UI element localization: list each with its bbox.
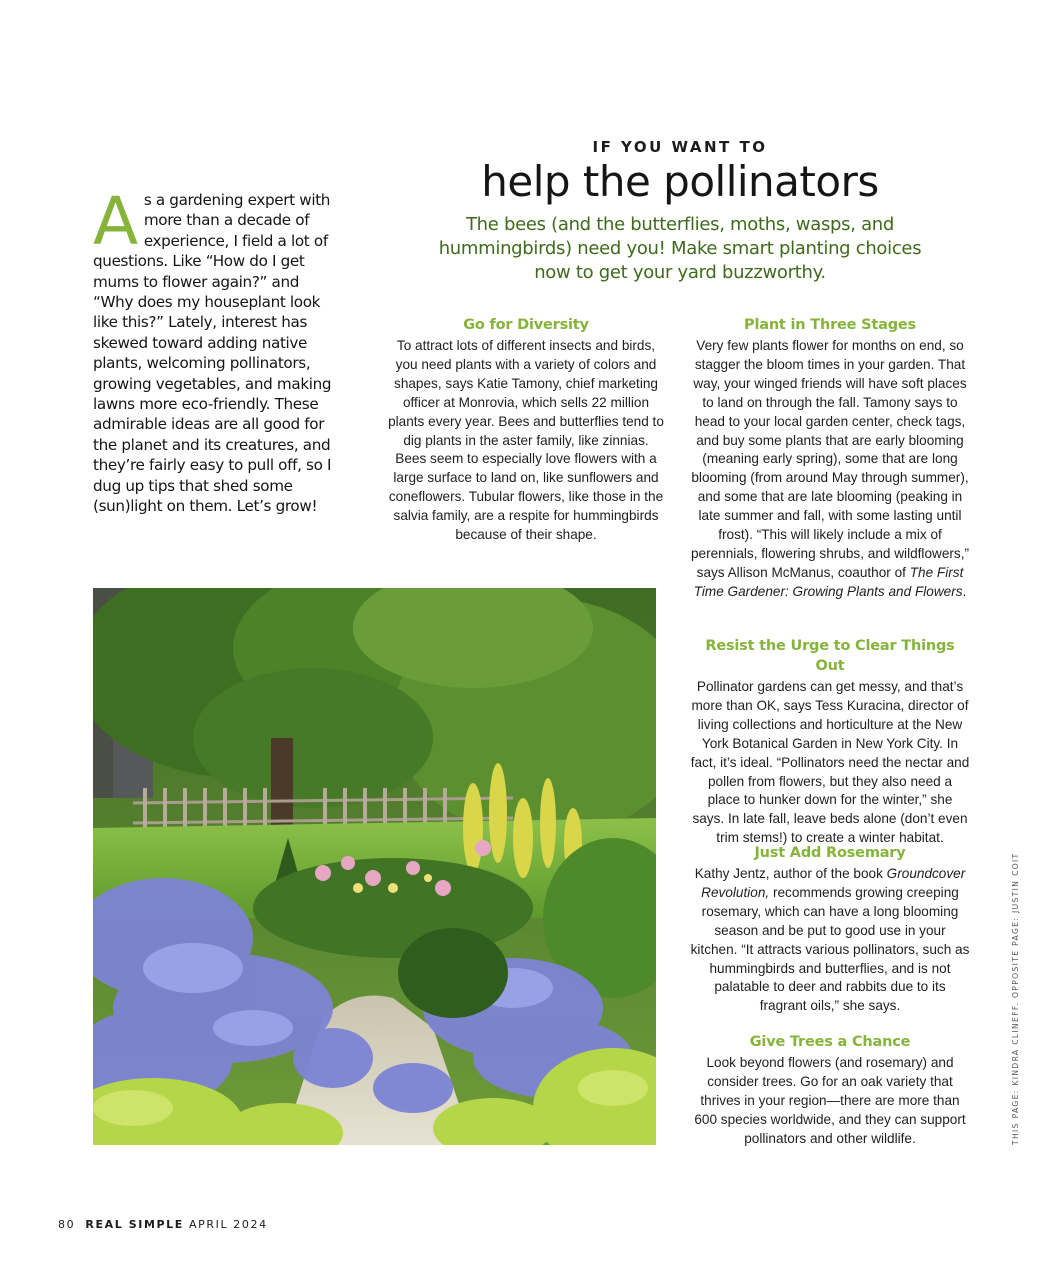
intro-paragraph [93,183,338,517]
section-body: Pollinator gardens can get messy, and that’s more than OK, says Tess Kuracina, director of living collections and horticulture at the New York Botanical Garden in New York City. In fact, it’s ideal. “Pollinators need the nectar and pollen from flowers, but they also need a place to hunker down for the winter,” she says. In late fall, leave beds alone (don’t even trim stems!) to create a winter habitat. [690,679,970,846]
book-title: Groundcover Revolution, [701,866,966,900]
section-body: Look beyond flowers (and rosemary) and consider trees. Go for an oak variety that thrives in your region—there are more than 600 species worldwide, and they can support pollinators and other wildlife. [694,1055,966,1146]
section-body [690,865,970,1016]
garden-photo [93,588,656,1145]
section-body [690,337,970,602]
folio [58,1218,268,1231]
section-heading: Just Add Rosemary [754,845,906,861]
page-title: help the pollinators [481,157,879,206]
section-heading: Go for Diversity [463,317,589,333]
section-body: To attract lots of different insects and birds, you need plants with a variety of colors and shapes, says Katie Tamony, chief marketing officer at Monrovia, which sells 22 million plants every year. Bees and butterflies tend to dig plants in the aster family, like zinnias. Bees seem to especially love flowers with a large surface to land on, like sunflowers and coneflowers. Tubular flowers, like those in the salvia family, are a respite for hummingbirds because of their shape. [388,338,664,543]
section-just-add-rosemary [690,843,970,1016]
garden-illustration [93,588,656,1145]
section-heading: Resist the Urge to Clear Things Out [705,638,955,674]
section-body-text: Very few plants flower for months on end, so stagger the bloom times in your garden. That way, your winged friends will have soft places to land on through the fall. Tamony says to head to your local garden center, check tags, and buy some plants that are early blooming (meaning early spring), some that are long blooming (from around May through summer), and some that are late blooming (peaking in late summer and fall, with some lasting until frost). “This will likely include a mix of perennials, flowering shrubs, and wildflowers,” says Allison McManus, coauthor of [690,338,970,580]
page-number: 80 [58,1218,76,1231]
section-go-for-diversity [388,315,664,545]
book-title: The First Time Gardener: Growing Plants and Flowers [693,564,964,599]
section-body-text: recommends growing creeping rosemary, which can have a long blooming season and be put to good use in your kitchen. “It attracts various pollinators, such as hummingbirds and butterflies, and is not palatable to deer and rabbits due to its fragrant oils,” she says. [690,884,970,1014]
section-resist-the-urge [690,636,970,848]
magazine-name: REAL SIMPLE [85,1218,184,1231]
kicker: IF YOU WANT TO [592,138,768,156]
intro-text: s a gardening expert with more than a decade of experience, I field a lot of questions. Like “How do I get mums to flower again?” and “Why does my houseplant look like this?” Lately, interest has skewed toward adding native plants, welcoming pollinators, growing vegetables, and making lawns more eco-friendly. These admirable ideas are all good for the planet and its creatures, and they’re fairly easy to pull off, so I dug up tips that shed some (sun)light on them. Let’s grow! [93,191,332,516]
drop-cap: A [93,183,138,260]
photo-credit: THIS PAGE: KINDRA CLINEFF. OPPOSITE PAGE: JUSTIN COIT [1011,852,1020,1145]
section-plant-in-three-stages [690,315,970,602]
section-heading: Plant in Three Stages [744,317,916,333]
dek: The bees (and the butterflies, moths, wasps, and hummingbirds) need you! Make smart planting choices now to get your yard buzzworthy. [438,214,922,283]
issue-date: APRIL 2024 [189,1218,268,1231]
section-body-tail: . [962,583,967,599]
section-give-trees-a-chance [690,1032,970,1149]
section-body-lead: Kathy Jentz, author of the book [694,866,883,881]
section-heading: Give Trees a Chance [749,1034,911,1050]
